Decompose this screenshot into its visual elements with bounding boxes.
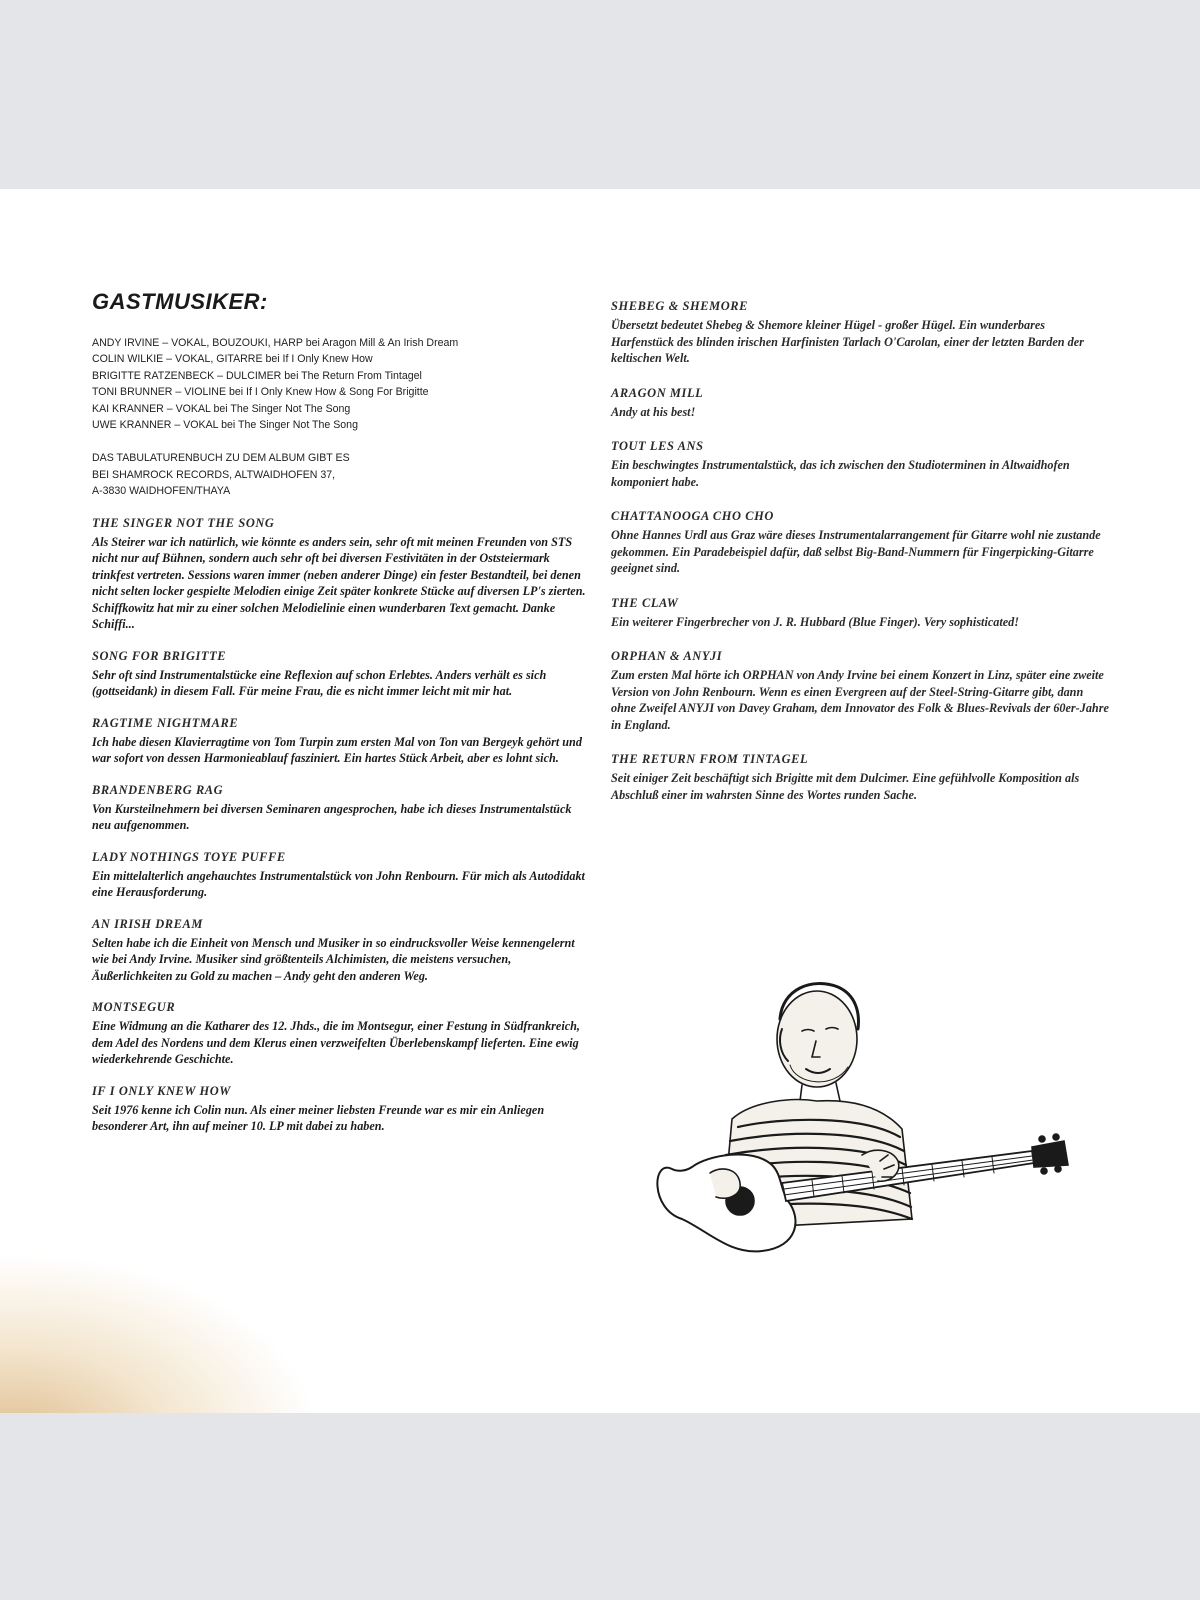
- credit-names: COLIN WILKIE – VOKAL, GITARRE: [92, 353, 263, 366]
- song-title: THE SINGER NOT THE SONG: [92, 515, 275, 530]
- song-description: Ein beschwingtes Instrumentalstück, das ich zwischen den Studioterminen in Altwaidhofen komponiert habe.: [611, 458, 1070, 489]
- credit-detail: bei The Return From Tintagel: [281, 369, 422, 382]
- credit-names: BRIGITTE RATZENBECK – DULCIMER: [92, 369, 282, 382]
- song-description: Selten habe ich die Einheit von Mensch und Musiker in so eindrucksvoller Weise kennengelernt wie bei Andy Irvine. Musiker sind größtenteils Alchimisten, die meistens versuchen, Äußerlichkeiten zu Gold zu machen – Andy geht den anderen Weg.: [92, 935, 575, 983]
- credit-line: [92, 335, 592, 351]
- song-note: [92, 783, 592, 834]
- song-title: ARAGON MILL: [611, 385, 704, 400]
- song-title: RAGTIME NIGHTMARE: [92, 715, 239, 730]
- song-title: CHATTANOOGA CHO CHO: [611, 509, 774, 523]
- credit-line: [92, 351, 592, 367]
- song-title: SHEBEG & SHEMORE: [611, 299, 748, 313]
- song-note: [611, 649, 1111, 733]
- right-column: [611, 299, 1111, 822]
- song-title: BRANDENBERG RAG: [92, 782, 224, 797]
- song-description: Ein weiterer Fingerbrecher von J. R. Hubbard (Blue Finger). Very sophisticated!: [611, 614, 1019, 629]
- song-description: Übersetzt bedeutet Shebeg & Shemore kleiner Hügel - großer Hügel. Ein wunderbares Harfenstück des blinden irischen Harfinisten Tarlach O'Carolan, einer der letzten Barden der keltischen Welt.: [611, 318, 1084, 365]
- song-description: Seit einiger Zeit beschäftigt sich Brigitte mit dem Dulcimer. Eine gefühlvolle Komposition als Abschluß einer im wahrsten Sinne des Wortes runden Sache.: [611, 771, 1080, 802]
- song-note: [92, 1084, 592, 1135]
- song-note: [611, 596, 1111, 631]
- credit-line: [92, 384, 592, 400]
- song-note: [611, 299, 1111, 367]
- song-description: Ich habe diesen Klavierragtime von Tom Turpin zum ersten Mal von Ton van Bergeyk gehört und war sofort von dessen Harmonieablauf fasziniert. Ein hartes Stück Arbeit, aber es lohnt sich.: [92, 734, 582, 766]
- song-description: Andy at his best!: [611, 404, 696, 419]
- song-note: [92, 516, 592, 633]
- left-song-notes: [92, 516, 592, 1135]
- song-description: Zum ersten Mal hörte ich ORPHAN von Andy Irvine bei einem Konzert in Linz, später eine zweite Version von John Renbourn. Wenn es einen Evergreen auf der Steel-String-Gitarre gibt, dann ohne Zweifel ANYJI von Davey Graham, dem Innovator des Folk & Blues-Revivals der 60er-Jahre in England.: [611, 668, 1109, 732]
- tab-book-address: [92, 450, 592, 499]
- booklet-page: [0, 189, 1200, 1413]
- song-note: [92, 917, 592, 985]
- credit-names: KAI KRANNER – VOKAL: [92, 402, 211, 415]
- song-description: Ohne Hannes Urdl aus Graz wäre dieses Instrumentalarrangement für Gitarre wohl nie zustande gekommen. Ein Paradebeispiel dafür, daß selbst Big-Band-Nummern für Fingerpicking-Gitarre geeignet sind.: [611, 528, 1101, 575]
- address-line: A-3830 WAIDHOFEN/THAYA: [92, 485, 231, 498]
- song-note: [611, 439, 1111, 490]
- song-note: [92, 649, 592, 700]
- left-column: [92, 289, 592, 1151]
- song-title: LADY NOTHINGS TOYE PUFFE: [92, 849, 286, 864]
- credit-names: TONI BRUNNER – VIOLINE: [92, 386, 227, 399]
- song-title: IF I ONLY KNEW HOW: [92, 1083, 231, 1098]
- credit-line: [92, 368, 592, 384]
- song-title: THE RETURN FROM TINTAGEL: [611, 752, 809, 766]
- credit-detail: bei Aragon Mill & An Irish Dream: [302, 337, 459, 349]
- song-title: TOUT LES ANS: [611, 439, 704, 453]
- paper-stain: [0, 1253, 320, 1413]
- song-description: Von Kursteilnehmern bei diversen Seminaren angesprochen, habe ich dieses Instrumentalstück neu aufgenommen.: [92, 801, 572, 833]
- credit-detail: bei If I Only Knew How & Song For Brigitte: [226, 386, 429, 399]
- song-note: [611, 509, 1111, 577]
- song-description: Sehr oft sind Instrumentalstücke eine Reflexion auf schon Erlebtes. Anders verhält es sich (gottseidank) in diesem Fall. Für meine Frau, die es nicht immer leicht mit mir hat.: [92, 667, 547, 699]
- song-description: Als Steirer war ich natürlich, wie könnte es anders sein, sehr oft mit meinen Freunden von STS nicht nur auf Bühnen, sondern auch sehr oft bei diversen Festivitäten in der Oststeiermark trinkfest vertreten. Sessions waren immer (neben anderer Dinge) ein fester Bestandteil, bei denen nicht selten locker gespielte Melodien einige Zeit später konkrete Stücke auf diversen LP's zierten. Schiffkowitz hat mir zu einer solchen Melodielinie einen wunderbaren Text gemacht. Danke Schiffi...: [92, 534, 586, 632]
- credit-detail: bei The Singer Not The Song: [218, 419, 358, 432]
- song-title: AN IRISH DREAM: [92, 916, 204, 931]
- song-title: MONTSEGUR: [92, 1000, 176, 1015]
- credit-detail: bei If I Only Knew How: [262, 353, 373, 366]
- song-note: [92, 1000, 592, 1068]
- credit-line: [92, 401, 592, 417]
- song-description: Seit 1976 kenne ich Colin nun. Als einer meiner liebsten Freunde war es mir ein Anliegen besonderer Art, ihn auf meiner 10. LP mit dabei zu haben.: [92, 1102, 545, 1134]
- song-title: ORPHAN & ANYJI: [611, 649, 723, 663]
- song-title: SONG FOR BRIGITTE: [92, 648, 227, 663]
- song-note: [92, 716, 592, 767]
- address-line: DAS TABULATURENBUCH ZU DEM ALBUM GIBT ES: [92, 452, 350, 465]
- song-title: THE CLAW: [611, 595, 679, 610]
- credit-detail: bei The Singer Not The Song: [210, 402, 351, 415]
- song-note: [611, 386, 1111, 421]
- song-description: Eine Widmung an die Katharer des 12. Jhds., die im Montsegur, einer Festung in Südfrankreich, dem Adel des Nordens und dem Klerus einen verzweifelten Überlebenskampf lieferten. Eine ewig wiederkehrende Geschichte.: [92, 1019, 580, 1067]
- song-description: Ein mittelalterlich angehauchtes Instrumentalstück von John Renbourn. Für mich als Autodidakt eine Herausforderung.: [92, 868, 585, 900]
- guitarist-illustration: [612, 969, 1072, 1289]
- address-line: BEI SHAMROCK RECORDS, ALTWAIDHOFEN 37,: [92, 468, 336, 481]
- credit-line: [92, 417, 592, 433]
- credit-names: UWE KRANNER – VOKAL: [92, 419, 219, 432]
- guest-musician-credits: [92, 335, 592, 433]
- right-song-notes: [611, 299, 1111, 803]
- song-note: [611, 752, 1111, 803]
- credit-names: ANDY IRVINE – VOKAL, BOUZOUKI, HARP: [92, 337, 303, 349]
- page-heading: GASTMUSIKER:: [92, 289, 268, 314]
- song-note: [92, 850, 592, 901]
